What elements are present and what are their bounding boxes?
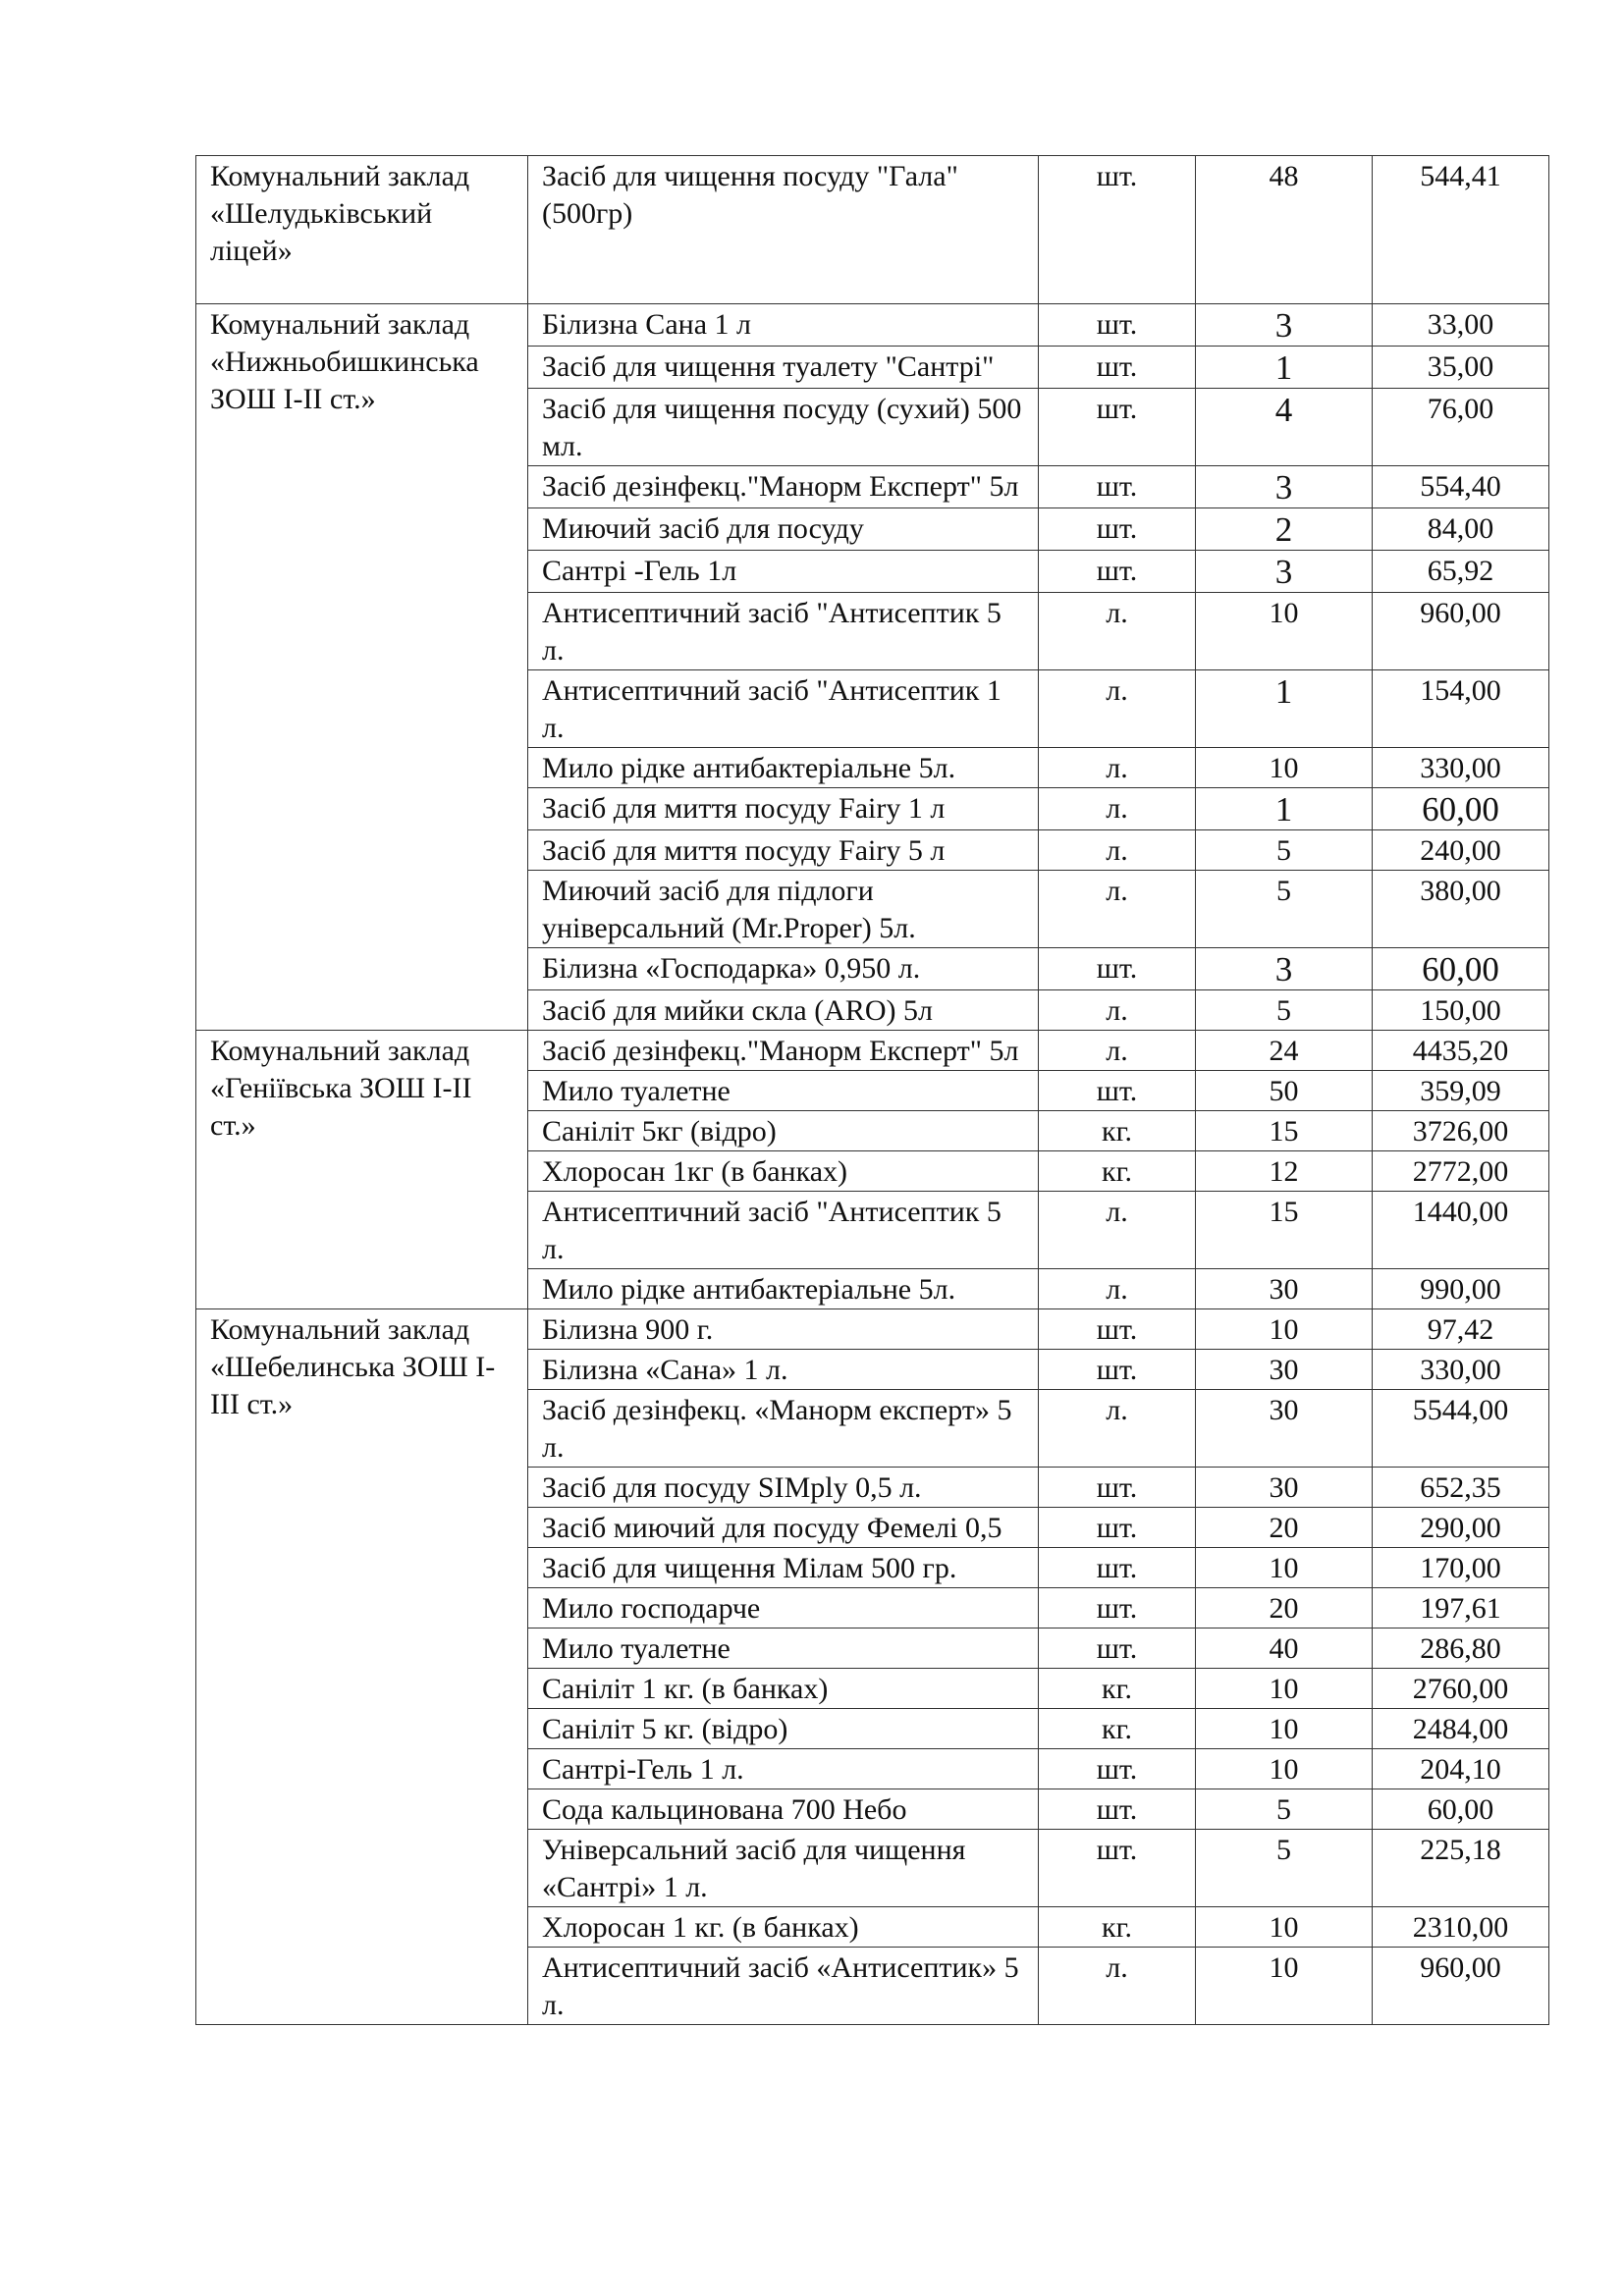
- quantity-cell: 12: [1196, 1151, 1373, 1192]
- item-name-cell: Миючий засіб для підлоги універсальний (Mr.Proper) 5л.: [528, 871, 1039, 948]
- amount-cell: 33,00: [1373, 304, 1549, 347]
- unit-cell: л.: [1039, 748, 1196, 788]
- amount-cell: 60,00: [1373, 1789, 1549, 1830]
- item-name-cell: Засіб для чищення Мілам 500 гр.: [528, 1548, 1039, 1588]
- quantity-cell: 15: [1196, 1111, 1373, 1151]
- unit-cell: кг.: [1039, 1669, 1196, 1709]
- amount-cell: 5544,00: [1373, 1390, 1549, 1468]
- amount-cell: 380,00: [1373, 871, 1549, 948]
- quantity-cell: 48: [1196, 156, 1373, 304]
- amount-cell: 330,00: [1373, 1350, 1549, 1390]
- amount-cell: 154,00: [1373, 670, 1549, 748]
- quantity-cell: 30: [1196, 1390, 1373, 1468]
- unit-cell: кг.: [1039, 1709, 1196, 1749]
- item-name-cell: Мило рідке антибактеріальне 5л.: [528, 1269, 1039, 1309]
- amount-cell: 3726,00: [1373, 1111, 1549, 1151]
- item-name-cell: Мило туалетне: [528, 1629, 1039, 1669]
- quantity-cell: 15: [1196, 1192, 1373, 1269]
- quantity-cell: 10: [1196, 1309, 1373, 1350]
- item-name-cell: Засіб для чищення туалету "Сантрі": [528, 347, 1039, 389]
- table-body: [196, 156, 1549, 2025]
- amount-cell: 960,00: [1373, 1948, 1549, 2025]
- table-row: [196, 156, 1549, 304]
- amount-cell: 286,80: [1373, 1629, 1549, 1669]
- unit-cell: шт.: [1039, 508, 1196, 551]
- quantity-cell: 24: [1196, 1031, 1373, 1071]
- unit-cell: л.: [1039, 670, 1196, 748]
- amount-cell: 359,09: [1373, 1071, 1549, 1111]
- item-name-cell: Засіб для чищення посуду (сухий) 500 мл.: [528, 389, 1039, 466]
- quantity-cell: 2: [1196, 508, 1373, 551]
- amount-cell: 97,42: [1373, 1309, 1549, 1350]
- quantity-cell: 1: [1196, 788, 1373, 830]
- quantity-cell: 3: [1196, 466, 1373, 508]
- quantity-cell: 3: [1196, 551, 1373, 593]
- quantity-cell: 10: [1196, 1548, 1373, 1588]
- amount-cell: 84,00: [1373, 508, 1549, 551]
- quantity-cell: 10: [1196, 1709, 1373, 1749]
- quantity-cell: 10: [1196, 1749, 1373, 1789]
- unit-cell: шт.: [1039, 1830, 1196, 1907]
- amount-cell: 150,00: [1373, 990, 1549, 1031]
- unit-cell: шт.: [1039, 1789, 1196, 1830]
- quantity-cell: 10: [1196, 748, 1373, 788]
- unit-cell: л.: [1039, 788, 1196, 830]
- quantity-cell: 3: [1196, 948, 1373, 990]
- unit-cell: л.: [1039, 1192, 1196, 1269]
- amount-cell: 4435,20: [1373, 1031, 1549, 1071]
- item-name-cell: Засіб для посуду SIMply 0,5 л.: [528, 1468, 1039, 1508]
- amount-cell: 60,00: [1373, 948, 1549, 990]
- item-name-cell: Засіб миючий для посуду Фемелі 0,5: [528, 1508, 1039, 1548]
- item-name-cell: Універсальний засіб для чищення «Сантрі» 1 л.: [528, 1830, 1039, 1907]
- item-name-cell: Білизна «Сана» 1 л.: [528, 1350, 1039, 1390]
- quantity-cell: 10: [1196, 593, 1373, 670]
- item-name-cell: Білизна Сана 1 л: [528, 304, 1039, 347]
- item-name-cell: Білизна «Господарка» 0,950 л.: [528, 948, 1039, 990]
- amount-cell: 290,00: [1373, 1508, 1549, 1548]
- amount-cell: 76,00: [1373, 389, 1549, 466]
- quantity-cell: 20: [1196, 1588, 1373, 1629]
- amount-cell: 197,61: [1373, 1588, 1549, 1629]
- table-row: [196, 304, 1549, 347]
- item-name-cell: Антисептичний засіб «Антисептик» 5 л.: [528, 1948, 1039, 2025]
- item-name-cell: Засіб для миття посуду Fairy 1 л: [528, 788, 1039, 830]
- amount-cell: 330,00: [1373, 748, 1549, 788]
- quantity-cell: 3: [1196, 304, 1373, 347]
- unit-cell: шт.: [1039, 1350, 1196, 1390]
- quantity-cell: 5: [1196, 830, 1373, 871]
- item-name-cell: Антисептичний засіб "Антисептик 5 л.: [528, 593, 1039, 670]
- item-name-cell: Саніліт 5кг (відро): [528, 1111, 1039, 1151]
- item-name-cell: Засіб для мийки скла (ARO) 5л: [528, 990, 1039, 1031]
- unit-cell: л.: [1039, 1948, 1196, 2025]
- unit-cell: л.: [1039, 1390, 1196, 1468]
- unit-cell: кг.: [1039, 1151, 1196, 1192]
- amount-cell: 960,00: [1373, 593, 1549, 670]
- amount-cell: 2484,00: [1373, 1709, 1549, 1749]
- quantity-cell: 50: [1196, 1071, 1373, 1111]
- unit-cell: шт.: [1039, 1071, 1196, 1111]
- item-name-cell: Антисептичний засіб "Антисептик 5 л.: [528, 1192, 1039, 1269]
- institution-cell: Комунальний заклад «Геніївська ЗОШ І-ІІ ст.»: [196, 1031, 528, 1309]
- amount-cell: 225,18: [1373, 1830, 1549, 1907]
- quantity-cell: 30: [1196, 1269, 1373, 1309]
- quantity-cell: 40: [1196, 1629, 1373, 1669]
- amount-cell: 554,40: [1373, 466, 1549, 508]
- amount-cell: 65,92: [1373, 551, 1549, 593]
- institution-cell: Комунальний заклад «Нижньобишкинська ЗОШ І-ІІ ст.»: [196, 304, 528, 1031]
- unit-cell: шт.: [1039, 466, 1196, 508]
- item-name-cell: Білизна 900 г.: [528, 1309, 1039, 1350]
- unit-cell: кг.: [1039, 1111, 1196, 1151]
- unit-cell: шт.: [1039, 1548, 1196, 1588]
- quantity-cell: 5: [1196, 1789, 1373, 1830]
- quantity-cell: 20: [1196, 1508, 1373, 1548]
- unit-cell: шт.: [1039, 304, 1196, 347]
- unit-cell: шт.: [1039, 1468, 1196, 1508]
- unit-cell: шт.: [1039, 1749, 1196, 1789]
- quantity-cell: 5: [1196, 871, 1373, 948]
- item-name-cell: Мило туалетне: [528, 1071, 1039, 1111]
- unit-cell: шт.: [1039, 1508, 1196, 1548]
- unit-cell: л.: [1039, 871, 1196, 948]
- amount-cell: 240,00: [1373, 830, 1549, 871]
- item-name-cell: Саніліт 1 кг. (в банках): [528, 1669, 1039, 1709]
- quantity-cell: 30: [1196, 1468, 1373, 1508]
- item-name-cell: Засіб дезінфекц."Манорм Експерт" 5л: [528, 1031, 1039, 1071]
- item-name-cell: Засіб дезінфекц. «Манорм експерт» 5 л.: [528, 1390, 1039, 1468]
- amount-cell: 652,35: [1373, 1468, 1549, 1508]
- unit-cell: л.: [1039, 990, 1196, 1031]
- amount-cell: 35,00: [1373, 347, 1549, 389]
- item-name-cell: Засіб для чищення посуду "Гала" (500гр): [528, 156, 1039, 304]
- unit-cell: кг.: [1039, 1907, 1196, 1948]
- unit-cell: шт.: [1039, 347, 1196, 389]
- amount-cell: 990,00: [1373, 1269, 1549, 1309]
- amount-cell: 204,10: [1373, 1749, 1549, 1789]
- unit-cell: шт.: [1039, 1309, 1196, 1350]
- purchases-table: [195, 155, 1549, 2025]
- unit-cell: шт.: [1039, 1629, 1196, 1669]
- quantity-cell: 5: [1196, 1830, 1373, 1907]
- unit-cell: л.: [1039, 593, 1196, 670]
- item-name-cell: Хлоросан 1 кг. (в банках): [528, 1907, 1039, 1948]
- amount-cell: 2760,00: [1373, 1669, 1549, 1709]
- quantity-cell: 5: [1196, 990, 1373, 1031]
- item-name-cell: Саніліт 5 кг. (відро): [528, 1709, 1039, 1749]
- quantity-cell: 10: [1196, 1669, 1373, 1709]
- table-row: [196, 1309, 1549, 1350]
- quantity-cell: 10: [1196, 1948, 1373, 2025]
- amount-cell: 60,00: [1373, 788, 1549, 830]
- quantity-cell: 1: [1196, 347, 1373, 389]
- amount-cell: 2772,00: [1373, 1151, 1549, 1192]
- amount-cell: 544,41: [1373, 156, 1549, 304]
- item-name-cell: Антисептичний засіб "Антисептик 1 л.: [528, 670, 1039, 748]
- item-name-cell: Сода кальцинована 700 Небо: [528, 1789, 1039, 1830]
- amount-cell: 2310,00: [1373, 1907, 1549, 1948]
- institution-cell: Комунальний заклад «Шебелинська ЗОШ І-ІІІ ст.»: [196, 1309, 528, 2025]
- quantity-cell: 1: [1196, 670, 1373, 748]
- unit-cell: л.: [1039, 830, 1196, 871]
- item-name-cell: Мило рідке антибактеріальне 5л.: [528, 748, 1039, 788]
- unit-cell: шт.: [1039, 389, 1196, 466]
- quantity-cell: 10: [1196, 1907, 1373, 1948]
- item-name-cell: Миючий засіб для посуду: [528, 508, 1039, 551]
- unit-cell: шт.: [1039, 156, 1196, 304]
- unit-cell: л.: [1039, 1269, 1196, 1309]
- item-name-cell: Засіб дезінфекц."Манорм Експерт" 5л: [528, 466, 1039, 508]
- institution-cell: Комунальний заклад «Шелудьківський ліцей»: [196, 156, 528, 304]
- quantity-cell: 4: [1196, 389, 1373, 466]
- amount-cell: 170,00: [1373, 1548, 1549, 1588]
- item-name-cell: Сантрі -Гель 1л: [528, 551, 1039, 593]
- item-name-cell: Сантрі-Гель 1 л.: [528, 1749, 1039, 1789]
- table-row: [196, 1031, 1549, 1071]
- quantity-cell: 30: [1196, 1350, 1373, 1390]
- unit-cell: л.: [1039, 1031, 1196, 1071]
- item-name-cell: Мило господарче: [528, 1588, 1039, 1629]
- item-name-cell: Хлоросан 1кг (в банках): [528, 1151, 1039, 1192]
- item-name-cell: Засіб для миття посуду Fairy 5 л: [528, 830, 1039, 871]
- amount-cell: 1440,00: [1373, 1192, 1549, 1269]
- unit-cell: шт.: [1039, 551, 1196, 593]
- unit-cell: шт.: [1039, 1588, 1196, 1629]
- unit-cell: шт.: [1039, 948, 1196, 990]
